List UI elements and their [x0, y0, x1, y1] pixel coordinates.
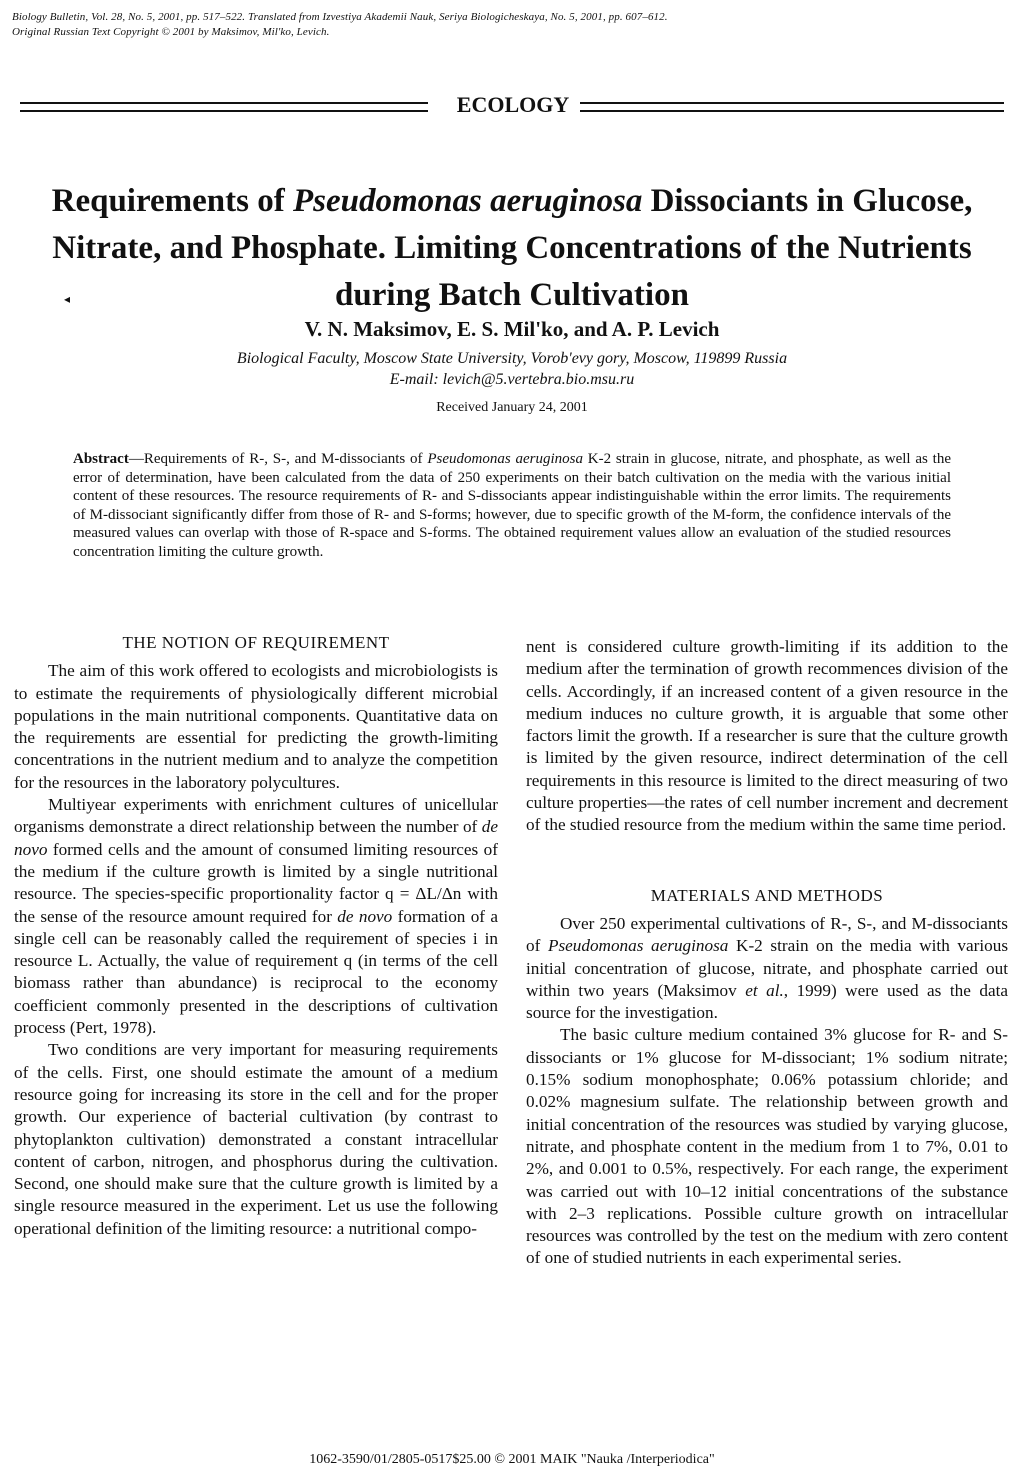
paper-title: Requirements of Pseudomonas aeruginosa Dissociants in Glucose, Nitrate, and Phosphate. Limiting Concentrations of the Nutrients during Batch Cultivation: [51, 183, 973, 313]
affiliation: Biological Faculty, Moscow State University, Vorob'evy gory, Moscow, 119899 Russia: [236, 350, 788, 367]
abstract: Abstract—Requirements of R-, S-, and M-dissociants of Pseudomonas aeruginosa K-2 strain in glucose, nitrate, and phosphate, as well as the error of determination, have been calculated from the data of 250 experiments on their batch cultivation on the media with the various initial content of these resources. The resource requirements of R- and S-dissociants appear indistinguishable within the error limits. The requirements of M-dissociant significantly differ from those of R- and S-forms; however, due to specific growth of the M-form, the confidence intervals of the measured values can overlap with those of R-space and S-forms. The obtained requirement values allow an evaluation of the studied resources concentration limiting the culture growth.: [73, 451, 952, 560]
rule-left: [20, 102, 428, 112]
section-heading: MATERIALS AND METHODS: [650, 885, 884, 905]
abstract-label: Abstract: [73, 451, 129, 467]
paragraph: Two conditions are very important for measuring requirements of the cells. First, one should estimate the amount of a medium resource going for increasing its store in the cell and for the proper growth. Our experience of bacterial cultivation (by contrast to phytoplankton cultivation) demonstrated a constant intracellular content of carbon, nitrogen, and phosphorus during the cultivation. Second, one should make sure that the culture growth is limited by a single resource measured in the experiment. Let us use the following operational definition of the limiting resource: a nutritional compo-: [14, 1040, 498, 1238]
copyright-line: Original Russian Text Copyright © 2001 by Maksimov, Mil'ko, Levich.: [12, 26, 330, 38]
section-heading: THE NOTION OF REQUIREMENT: [122, 633, 390, 652]
paragraph: nent is considered culture growth-limiting if its addition to the medium after the termination of growth recommences division of the cells. Accordingly, if an increased content of a given resource in the medium induces no culture growth, it is arguable that some other factors limit the growth. If a researcher is sure that the culture growth is limited by the given resource, indirect determination of the cell requirements in this resource is limited to the direct measuring of two culture properties—the rates of cell number increment and decrement of the studied resource from the medium within the same time period.: [526, 637, 1008, 835]
left-column: [14, 632, 498, 1240]
authors: V. N. Maksimov, E. S. Mil'ko, and A. P. Levich: [304, 317, 720, 341]
citation-line: Biology Bulletin, Vol. 28, No. 5, 2001, pp. 517–522. Translated from Izvestiya Akademii Nauk, Seriya Biologicheskaya, No. 5, 2001, pp. 607–612.: [12, 11, 668, 23]
margin-mark: ◂: [64, 292, 71, 306]
section-banner: [20, 92, 1004, 122]
section-label: ECOLOGY: [456, 92, 570, 117]
footer-copyright: 1062-3590/01/2805-0517$25.00 © 2001 MAIK "Nauka /Interperiodica": [309, 1452, 715, 1467]
paragraph: Multiyear experiments with enrichment cultures of unicellular organisms demonstrate a direct relationship between the number of de novo formed cells and the amount of consumed limiting resources of the medium if the culture growth is limited by a single nutritional resource. The species-specific proportionality factor q = ΔL/Δn with the sense of the resource amount required for de novo formation of a single cell can be reasonably called the requirement of species i in resource L. Actually, the value of requirement q (in terms of the cell biomass rather than abundance) is reciprocal to the economy coefficient commonly presented in the descriptions of cultivation process (Pert, 1978).: [14, 795, 498, 1038]
paragraph: Over 250 experimental cultivations of R-, S-, and M-dissociants of Pseudomonas aeruginosa K-2 strain on the media with various initial concentration of glucose, nitrate, and phosphate carried out within two years (Maksimov et al., 1999) were used as the data source for the investigation.: [526, 913, 1009, 1023]
right-column: [526, 636, 1008, 1270]
paragraph: The basic culture medium contained 3% glucose for R- and S-dissociants or 1% glucose for M-dissociant; 1% sodium nitrate; 0.15% sodium monophosphate; 0.06% potassium chloride; and 0.02% magnesium sulfate. The relationship between growth and initial concentration of the resources was studied by varying glucose, nitrate, and phosphate content in the medium from 1 to 7%, 0.01 to 2%, and 0.001 to 0.5%, respectively. For each range, the experiment was carried out with 10–12 initial concentrations of the substance with 2–3 replications. Possible culture growth on intracellular resources was controlled by the test on the medium with zero content of one of studied nutrients in each experimental series.: [526, 1025, 1008, 1268]
received-date: Received January 24, 2001: [436, 400, 588, 415]
organism-name: Pseudomonas aeruginosa: [293, 183, 643, 219]
paragraph: The aim of this work offered to ecologists and microbiologists is to estimate the requirements of physiologically different microbial populations in the main nutritional components. Quantitative data on the requirements are essential for predicting the growth-limiting concentrations in the nutrient medium and to analyze the competition for the resources in the laboratory polycultures.: [14, 661, 498, 792]
rule-right: [580, 102, 1004, 112]
running-header: [12, 10, 668, 40]
email: E-mail: levich@5.vertebra.bio.msu.ru: [389, 371, 635, 388]
affiliation-block: [20, 348, 1004, 390]
